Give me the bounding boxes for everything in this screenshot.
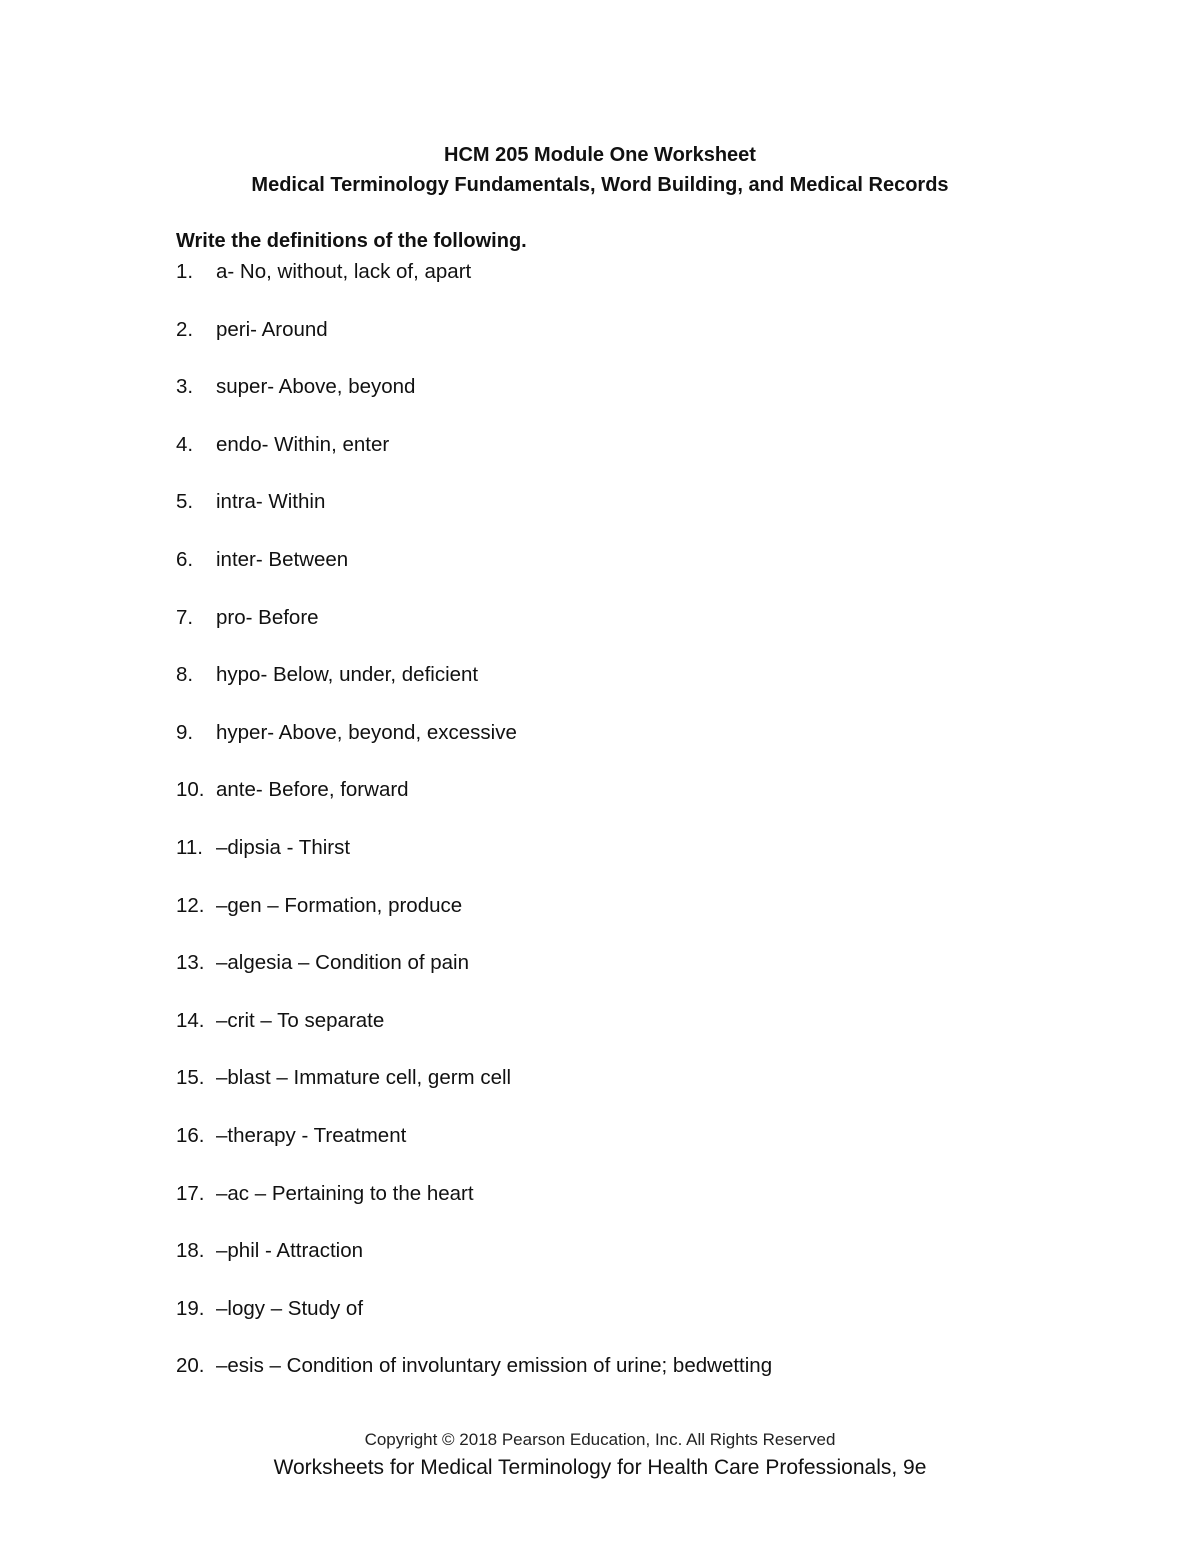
item-number: 5. — [176, 490, 194, 514]
item-text: –crit – To separate — [216, 1008, 385, 1032]
item-text: pro- Before — [216, 605, 319, 629]
book-title-footer: Worksheets for Medical Terminology for Health Care Professionals, 9e — [273, 1456, 927, 1479]
copyright-footer: Copyright © 2018 Pearson Education, Inc. All Rights Reserved — [364, 1430, 836, 1449]
item-text: ante- Before, forward — [216, 778, 409, 802]
item-text: inter- Between — [216, 547, 349, 571]
list-item — [176, 1007, 772, 1065]
item-number: 16. — [176, 1123, 205, 1147]
list-item — [176, 1122, 772, 1180]
page-subtitle: Medical Terminology Fundamentals, Word Building, and Medical Records — [251, 174, 949, 196]
item-text: –phil - Attraction — [216, 1239, 363, 1263]
list-item — [176, 892, 772, 950]
item-number: 14. — [176, 1008, 205, 1032]
item-number: 15. — [176, 1066, 205, 1090]
item-text: hyper- Above, beyond, excessive — [216, 720, 517, 744]
item-number: 10. — [176, 778, 205, 802]
list-item — [176, 719, 772, 777]
item-text: a- No, without, lack of, apart — [216, 260, 472, 283]
list-item — [176, 776, 772, 834]
item-text: –esis – Condition of involuntary emission of urine; bedwetting — [216, 1354, 773, 1378]
item-number: 17. — [176, 1181, 205, 1205]
list-item — [176, 661, 772, 719]
list-item — [176, 373, 772, 431]
item-number: 19. — [176, 1296, 205, 1320]
list-item — [176, 1064, 772, 1122]
item-number: 11. — [176, 835, 203, 859]
list-item — [176, 258, 772, 316]
item-text: –therapy - Treatment — [216, 1123, 407, 1147]
item-text: –blast – Immature cell, germ cell — [216, 1066, 512, 1090]
list-item — [176, 431, 772, 489]
item-number: 18. — [176, 1239, 205, 1263]
item-number: 13. — [176, 951, 205, 975]
item-number: 3. — [176, 375, 194, 399]
item-text: –logy – Study of — [216, 1296, 364, 1320]
item-number: 9. — [176, 720, 194, 744]
item-number: 2. — [176, 317, 194, 341]
item-text: super- Above, beyond — [216, 375, 416, 399]
instructions: Write the definitions of the following. — [176, 230, 527, 252]
item-text: hypo- Below, under, deficient — [216, 663, 479, 687]
item-text: peri- Around — [216, 317, 328, 341]
item-number: 6. — [176, 547, 194, 571]
list-item — [176, 949, 772, 1007]
item-text: –dipsia - Thirst — [216, 835, 351, 859]
item-number: 1. — [176, 260, 194, 283]
list-item — [176, 1237, 772, 1295]
item-number: 8. — [176, 663, 194, 687]
page-title: HCM 205 Module One Worksheet — [444, 144, 756, 166]
item-text: endo- Within, enter — [216, 432, 390, 456]
list-item — [176, 604, 772, 662]
list-item — [176, 546, 772, 604]
list-item — [176, 1295, 772, 1353]
list-item — [176, 1180, 772, 1238]
list-item — [176, 1352, 772, 1410]
definitions-list — [176, 258, 772, 1410]
item-text: –algesia – Condition of pain — [216, 951, 470, 975]
item-text: –gen – Formation, produce — [216, 893, 463, 917]
list-item — [176, 316, 772, 374]
item-text: –ac – Pertaining to the heart — [216, 1181, 474, 1205]
item-text: intra- Within — [216, 490, 326, 514]
list-item — [176, 488, 772, 546]
item-number: 4. — [176, 432, 194, 456]
item-number: 7. — [176, 605, 194, 629]
item-number: 12. — [176, 893, 205, 917]
list-item — [176, 834, 772, 892]
item-number: 20. — [176, 1354, 205, 1378]
